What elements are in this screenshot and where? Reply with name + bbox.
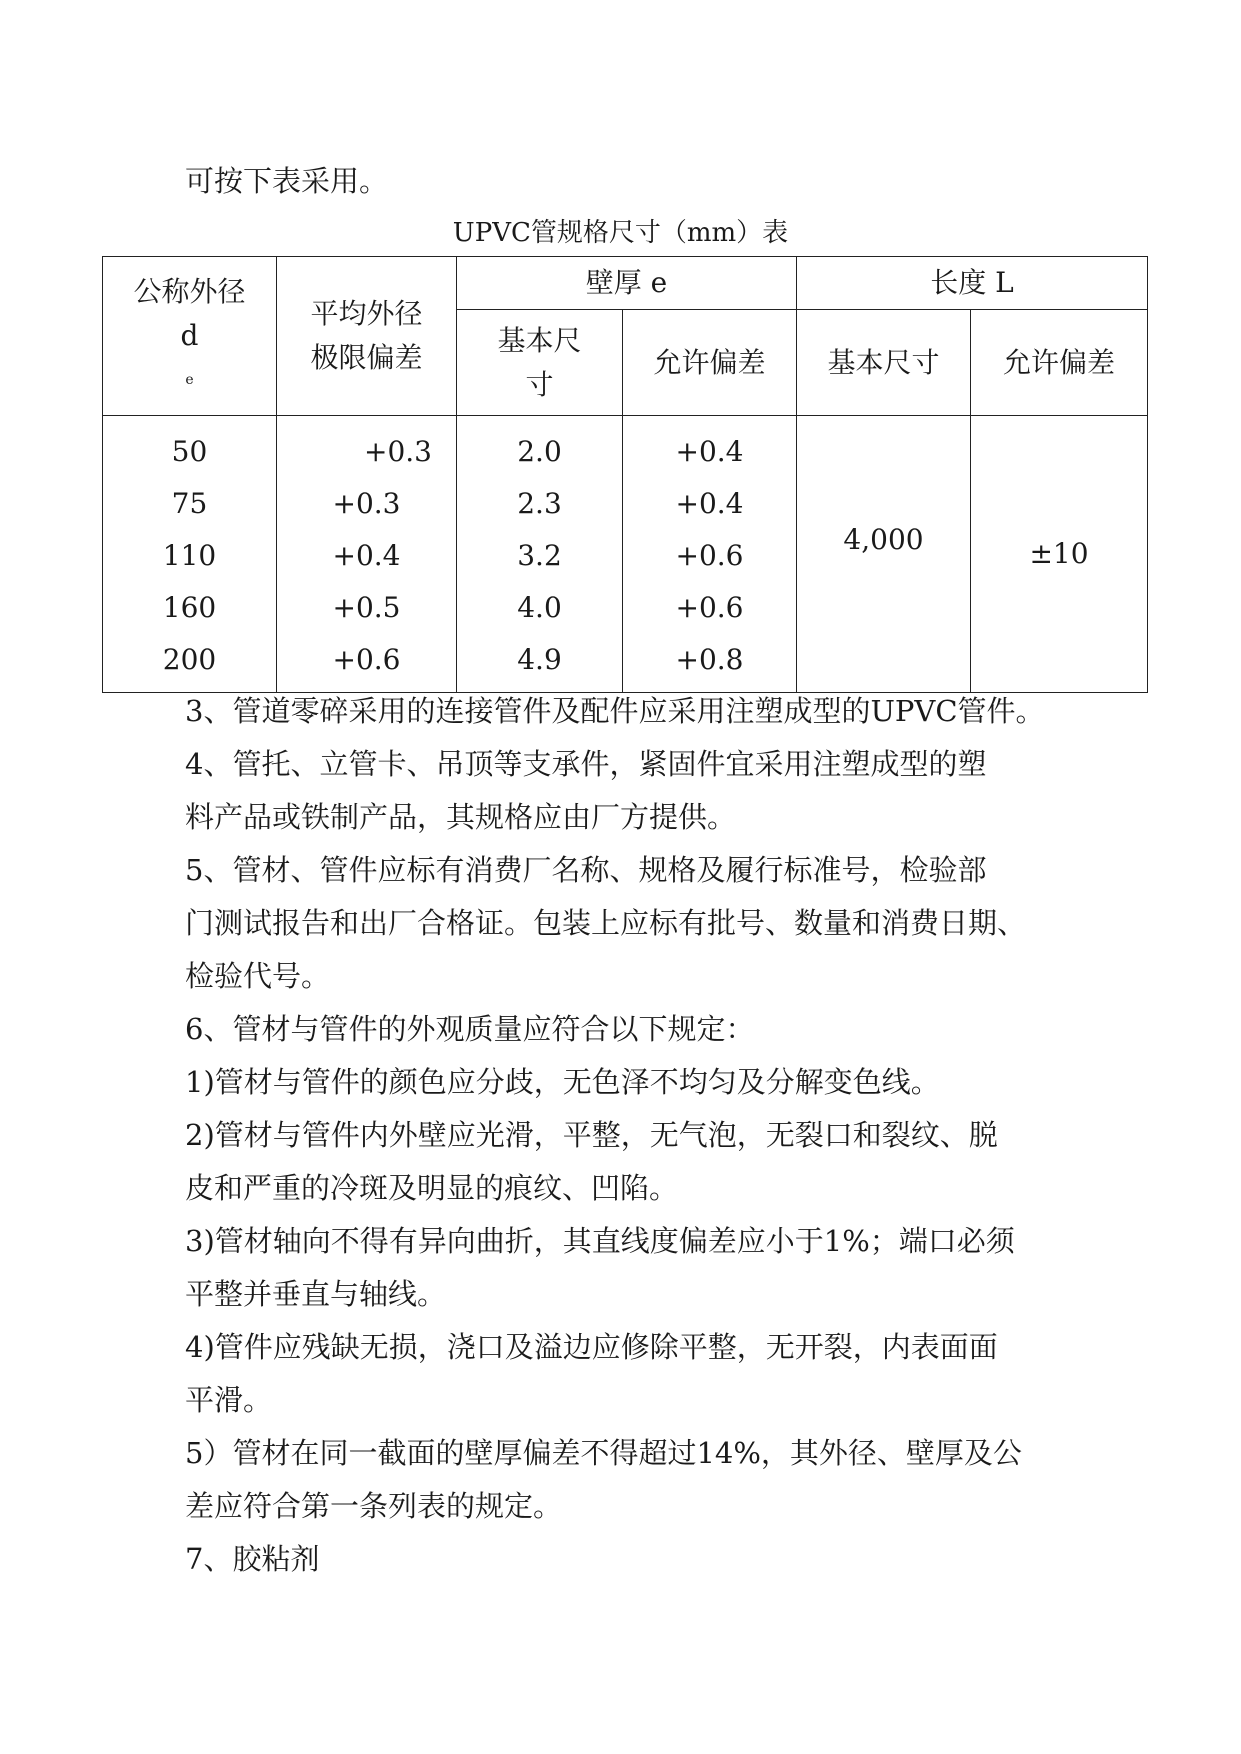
cell-de: 50 (171, 435, 208, 468)
cell-wall-tol: +0.6 (675, 591, 744, 624)
header-wall-tolerance: 允许偏差 (623, 310, 797, 416)
cell-length-basic: 4,000 (797, 416, 971, 693)
cell-wall: 2.0 (517, 435, 562, 468)
header-nominal-od: 公称外径 d e (103, 257, 277, 416)
cell-wall-tol: +0.6 (675, 539, 744, 572)
cell-de: 160 (162, 591, 217, 624)
paragraph-line: 2)管材与管件内外壁应光滑，平整，无气泡，无裂口和裂纹、脱 (185, 1118, 998, 1152)
cell-avg-tol: +0.4 (332, 539, 401, 572)
cell-avg-tol: +0.3 (332, 487, 401, 520)
paragraph-line: 3、管道零碎采用的连接管件及配件应采用注塑成型的UPVC管件。 (185, 694, 1045, 728)
upvc-spec-table (102, 256, 1148, 693)
paragraph-line: 皮和严重的冷斑及明显的痕纹、凹陷。 (185, 1171, 679, 1205)
paragraph-line: 4)管件应残缺无损，浇口及溢边应修除平整，无开裂，内表面面 (185, 1330, 998, 1364)
paragraph-line: 差应符合第一条列表的规定。 (185, 1489, 563, 1523)
cell-wall: 2.3 (517, 487, 562, 520)
header-wall-thickness: 壁厚 e (457, 257, 797, 310)
header-wall-basic: 基本尺 寸 (457, 310, 623, 416)
paragraph-line: 5、管材、管件应标有消费厂名称、规格及履行标准号，检验部 (185, 853, 987, 887)
cell-de: 110 (162, 539, 217, 572)
cell-wall-tol: +0.8 (675, 643, 744, 676)
cell-wall: 3.2 (517, 539, 562, 572)
cell-avg-tol: +0.6 (332, 643, 401, 676)
paragraph-line: 7、胶粘剂 (185, 1542, 320, 1576)
col-wall-basic (457, 416, 623, 693)
header-length-basic: 基本尺寸 (797, 310, 971, 416)
paragraph-line: 料产品或铁制产品，其规格应由厂方提供。 (185, 800, 737, 834)
col-wall-tolerance (623, 416, 797, 693)
table-caption: UPVC管规格尺寸（mm）表 (452, 218, 789, 248)
table-header-row-1 (103, 257, 1148, 310)
cell-avg-tol: +0.5 (332, 591, 401, 624)
header-length-tolerance: 允许偏差 (971, 310, 1148, 416)
cell-length-tolerance: ±10 (971, 416, 1148, 693)
col-nominal-od (103, 416, 277, 693)
cell-avg-tol: +0.3 (364, 435, 432, 468)
paragraph-line: 1)管材与管件的颜色应分歧，无色泽不均匀及分解变色线。 (185, 1065, 940, 1099)
paragraph-line: 门测试报告和出厂合格证。包装上应标有批号、数量和消费日期、 (185, 906, 1027, 940)
table-data-row (103, 416, 1148, 693)
paragraph-line: 4、管托、立管卡、吊顶等支承件，紧固件宜采用注塑成型的塑 (185, 747, 987, 781)
cell-de: 75 (171, 487, 208, 520)
intro-text: 可按下表采用。 (185, 164, 389, 198)
paragraph-line: 5）管材在同一截面的壁厚偏差不得超过14%，其外径、壁厚及公 (185, 1436, 1022, 1470)
paragraph-line: 6、管材与管件的外观质量应符合以下规定： (185, 1012, 755, 1046)
paragraph-line: 3)管材轴向不得有异向曲折，其直线度偏差应小于1%；端口必须 (185, 1224, 1015, 1258)
body-text (185, 685, 1065, 1586)
paragraph-line: 平整并垂直与轴线。 (185, 1277, 447, 1311)
col-avg-tolerance (277, 416, 457, 693)
cell-de: 200 (162, 643, 217, 676)
cell-wall: 4.9 (517, 643, 562, 676)
cell-wall-tol: +0.4 (675, 435, 744, 468)
cell-wall-tol: +0.4 (675, 487, 744, 520)
cell-wall: 4.0 (517, 591, 562, 624)
paragraph-line: 平滑。 (185, 1383, 273, 1417)
header-length: 长度 L (797, 257, 1148, 310)
paragraph-line: 检验代号。 (185, 959, 331, 993)
header-avg-od-tolerance: 平均外径 极限偏差 (277, 257, 457, 416)
